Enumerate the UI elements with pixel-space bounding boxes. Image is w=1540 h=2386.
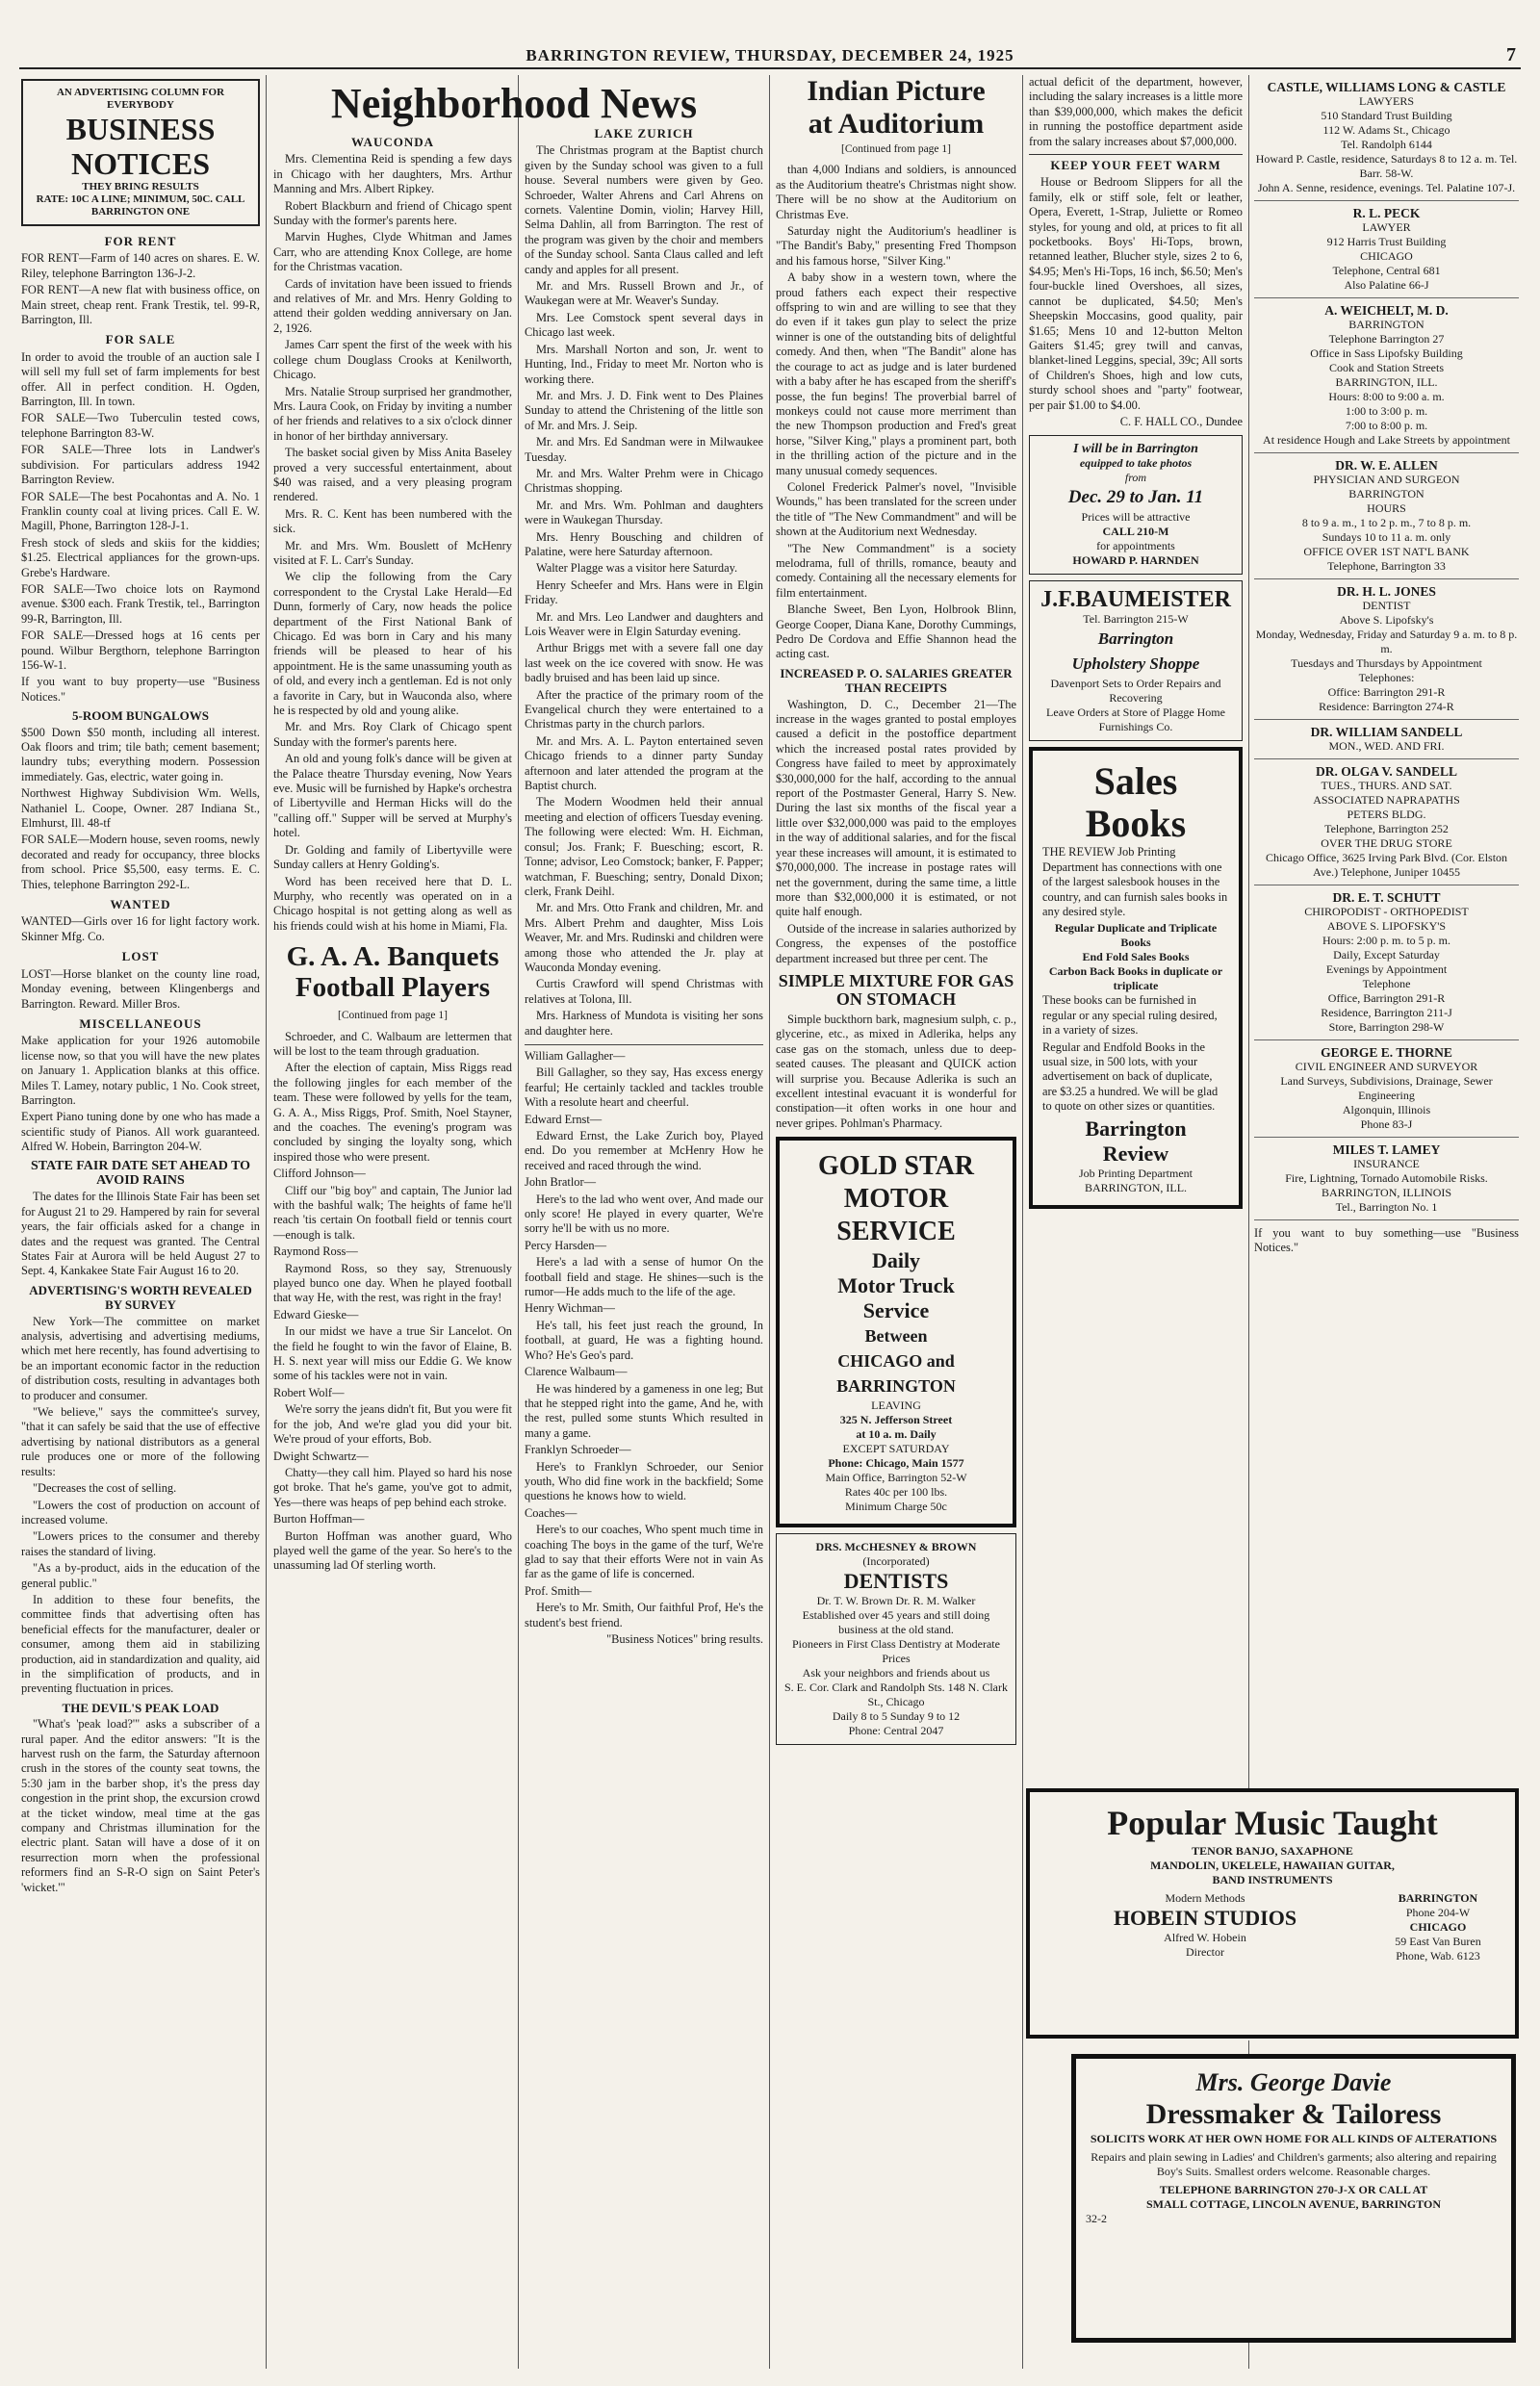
verse-name: Percy Harsden— xyxy=(525,1238,606,1252)
baumeister-ad xyxy=(1029,580,1243,741)
gold-star-ad xyxy=(776,1137,1016,1527)
classified-ad: FOR SALE—Three lots in Landwer's subdivision. For particulars address 1942 Barrington Review. xyxy=(21,443,260,487)
verse-name: Franklyn Schroeder— xyxy=(525,1443,631,1457)
verse: Bill Gallagher, so they say, Has excess energy fearful; He certainly tackled and tackles trouble With a resolute heart and cheerful. xyxy=(525,1065,763,1110)
masthead xyxy=(19,44,1521,69)
verse: Cliff our "big boy" and captain, The Junior lad with the bashful walk; The heights of fame he'll reach 'tis certain On football field or tennis court—enough is talk. xyxy=(273,1183,512,1242)
davie-ad-wrap xyxy=(1071,2054,1516,2343)
news-item: Dr. Golding and family of Libertyville were Sunday callers at Henry Golding's. xyxy=(273,842,512,872)
ad-title: Sales xyxy=(1093,759,1178,804)
section-head: WANTED xyxy=(110,897,171,912)
classified-ad: FOR RENT—Farm of 140 acres on shares. E. W. Riley, telephone Barrington 136-J-2. xyxy=(21,251,260,280)
article-paragraph: actual deficit of the department, however, including the salary increases is a little more than $39,000,000, which makes the deficit in running the postoffice department aside from the salary increases about $7,000,000. xyxy=(1029,75,1243,148)
ad-line: DRS. McCHESNEY & BROWN xyxy=(815,1540,977,1554)
article-paragraph: "As a by-product, aids in the education of the general public." xyxy=(21,1561,260,1590)
ad-line: Dr. T. W. Brown Dr. R. M. Walker xyxy=(816,1594,976,1608)
news-item: Marvin Hughes, Clyde Whitman and James Carr, who are attending Knox College, are home for the Christmas vacation. xyxy=(273,230,512,274)
ad-line: (Incorporated) xyxy=(862,1554,930,1569)
column-rule xyxy=(518,75,519,2369)
ad-line: Barrington xyxy=(1085,1116,1187,1141)
column-rule xyxy=(266,75,267,2369)
harnden-ad xyxy=(1029,435,1243,575)
dentists-ad xyxy=(776,1533,1016,1745)
music-ad-wrap xyxy=(1026,1788,1519,2040)
ad-line: Dec. 29 to Jan. 11 xyxy=(1067,487,1204,508)
verse-name: Edward Gieske— xyxy=(273,1307,359,1321)
article-paragraph: "Decreases the cost of selling. xyxy=(33,1481,177,1496)
continued-note: [Continued from page 1] xyxy=(840,143,951,155)
verse-name: Henry Wichman— xyxy=(525,1301,615,1316)
news-item: Mr. and Mrs. A. L. Payton entertained seven Chicago friends to a dinner party Sunday afternoon and later attended the program at the Baptist church. xyxy=(525,733,763,793)
card-name: DR. OLGA V. SANDELL xyxy=(1316,764,1457,779)
ad-line: CALL 210-M xyxy=(1102,525,1169,539)
article-paragraph: Washington, D. C., December 21—The increase in the wages granted to postal employes caused a deficit in the postoffice department which the increased postal rates provided by Congress have failed to meet by approximately $30,000,000 for the half, according to the annual report of the Postmaster General, Harry S. New. During the last six months of the fiscal year a little over $32,000,000 was paid to the employes in the way of additional salaries, and for the fiscal year these increases will amount, it is estimated to $70,000,000. The increase in postage rates will net the government, during the same time, a little more than $32,000,000 it is estimated, or not quite half enough. xyxy=(776,697,1016,919)
professional-card xyxy=(1254,201,1519,298)
verse-name: Coaches— xyxy=(525,1505,578,1520)
classified-ad: FOR SALE—Two Tuberculin tested cows, telephone Barrington 83-W. xyxy=(21,411,260,440)
ad-line: 59 East Van Buren xyxy=(1395,1935,1481,1948)
article-paragraph: After the election of captain, Miss Riggs read the following jingles for each member of the team. These were followed by yells for the team, G. A. A., Miss Riggs, Prof. Smith, Noel Stayner, and the coaches. The evening's program was concluded by singing the loyalty song, which inspired those who were present. xyxy=(273,1061,512,1164)
card-name: MILES T. LAMEY xyxy=(1332,1142,1441,1157)
card-body: BARRINGTON Telephone Barrington 27 Office in Sass Lipofsky Building Cook and Station Streets BARRINGTON, ILL. Hours: 8:00 to 9:00 a. m. 1:00 to 3:00 p. m. 7:00 to 8:00 p. m. At residence Hough and Lake Streets by appointment xyxy=(1263,318,1510,447)
article-paragraph: "The New Commandment" is a society melodrama, full of thrills, romance, beauty and comedy. Containing all the necessary elements for film entertainment. xyxy=(776,541,1016,600)
article-paragraph: "What's 'peak load?'" asks a subscriber of a rural paper. And the editor answers: "It is the harvest rush on the farm, the Saturday afternoon crush in the stores of the county seat towns, the 5:30 jam in the barber shop, it's the press day congestion in the print shop, the excursion crowd at the ticket window, meal time at the gas company and Christmas illumination for the electric plant. Satan will have a dose of it on resurrection morn when the professional reformers find an S-R-O sign on Saint Peter's 'wicket.'" xyxy=(21,1717,260,1894)
ad-line: Phone, Wab. 6123 xyxy=(1396,1949,1480,1963)
ad-paragraph: THE REVIEW Job Printing Department has connections with one of the largest salesbook houses in the country, and can furnish sales books in any desired style. xyxy=(1042,845,1228,918)
ad-line: Phone: Central 2047 xyxy=(848,1724,944,1738)
ad-line: Director xyxy=(1186,1945,1224,1959)
verse: Here's a lad with a sense of humor On the football field and stage. He shines—such is the rumor—He adds much to the life of the age. xyxy=(525,1255,763,1299)
column-rule xyxy=(1022,75,1023,2369)
card-name: CASTLE, WILLIAMS LONG & CASTLE xyxy=(1267,80,1506,94)
ad-paragraph: House or Bedroom Slippers for all the family, elk or stiff sole, felt or leather, Opera, Everett, 1-Strap, Juliette or Romeo styles, for young and old, at prices to fit all pocketbooks. Boys' Hi-Tops, brown, retanned leather, Blucher style, sizes 2 to 6, $4.95; Men's Hi-Tops, 16 inch, $6.50; Men's four-buckle lined Overshoes, all sizes, cannot be duplicated, $4.50; Men's Sheepskin Moccasins, good quality, pair $1.65; Mens 10 and 12-button Melton Gaiters $1.45; grey twill and canvas, blanket-lined Leggins, special, 39c; All sorts of Children's Shoes, high and low cuts, sturdy school shoes and "party" footwear, per pair $1.00 to $4.00. xyxy=(1029,175,1243,412)
ad-line: TENOR BANJO, SAXAPHONE xyxy=(1192,1844,1353,1858)
article-paragraph: Blanche Sweet, Ben Lyon, Holbrook Blinn, George Cooper, Diana Kane, Dorothy Cummings, Pedro De Cordova and Effie Shannon head the acting cast. xyxy=(776,603,1016,661)
news-item: An old and young folk's dance will be given at the Palace theatre Thursday evening, Now Years eve. Music will be furnished by Hapke's orchestra of Libertyville and Herman Hicks will do the "calling off." Supper will be served at Murphy's hotel. xyxy=(273,752,512,840)
card-body: PHYSICIAN AND SURGEON BARRINGTON HOURS 8 to 9 a. m., 1 to 2 p. m., 7 to 8 p. m. Sundays 10 to 11 a. m. only OFFICE OVER 1ST NAT'L BANK Telephone, Barrington 33 xyxy=(1301,473,1472,573)
verse-name: William Gallagher— xyxy=(525,1048,626,1063)
ad-line: Leave Orders at Store of Plagge Home Furnishings Co. xyxy=(1046,706,1225,734)
professional-card xyxy=(1254,298,1519,453)
section-head: FOR SALE xyxy=(105,332,176,347)
news-item: Mrs. Marshall Norton and son, Jr. went to Hunting, Ind., Friday to meet Mr. Norton who is working there. xyxy=(525,342,763,386)
verse: Chatty—they call him. Played so hard his nose got broke. That he's game, you've got to admit, Yes—there was heaps of pep behind each stroke. xyxy=(273,1465,512,1509)
ad-line: Tel. Barrington 215-W xyxy=(1083,612,1189,627)
verse: Here's to the lad who went over, And made our only score! He played in every quarter, We're sorry he'll be with us no more. xyxy=(525,1192,763,1236)
column-rule xyxy=(769,75,770,2369)
card-body: LAWYERS 510 Standard Trust Building 112 W. Adams St., Chicago Tel. Randolph 6144 Howard P. Castle, residence, Saturdays 8 to 12 a. m. Tel. Barr. 58-W. John A. Senne, residence, evenings. Tel. Palatine 107-J. xyxy=(1255,94,1518,194)
neighborhood-news-title: Neighborhood News xyxy=(330,80,698,127)
card-name: DR. W. E. ALLEN xyxy=(1335,458,1438,473)
ad-line: Minimum Charge 50c xyxy=(845,1500,947,1514)
section-head: WAUCONDA xyxy=(351,135,434,149)
professional-card xyxy=(1254,885,1519,1040)
article-paragraph: "Lowers prices to the consumer and thereby raises the standard of living. xyxy=(21,1529,260,1558)
ad-line: Review xyxy=(1102,1141,1169,1166)
section-head: LAKE ZURICH xyxy=(594,126,694,141)
news-item: Henry Scheefer and Mrs. Hans were in Elgin Friday. xyxy=(525,577,763,607)
verse: Here's to our coaches, Who spent much time in coaching The boys in the game of the turf, We're glad to say that their efforts Were not in vain As far as the game of life is concerned. xyxy=(525,1523,763,1581)
ad-line: Established over 45 years and still doing business at the old stand. xyxy=(802,1608,990,1637)
ad-line: equipped to take photos xyxy=(1079,456,1193,471)
article-paragraph: In addition to these four benefits, the committee finds that advertising often has beneficial effects for the manufacturer, dealer or consumer, among them aid in stabilizing production, aid in standardization and quality, aid in the simplification of products, and in preventing fluctuation in prices. xyxy=(21,1592,260,1696)
verse: He was hindered by a gameness in one leg; But that he stepped right into the game, And he, with the rest, pulled some stunts Which resulted in many a game. xyxy=(525,1381,763,1440)
news-item: Mr. and Mrs. Roy Clark of Chicago spent Sunday with the former's parents here. xyxy=(273,720,512,749)
banner-title: BUSINESS NOTICES xyxy=(65,112,216,181)
column-indian-picture xyxy=(776,75,1016,2369)
ad-title: DENTISTS xyxy=(843,1569,949,1594)
ad-line: Modern Methods xyxy=(1165,1891,1245,1905)
verse-name: Clifford Johnson— xyxy=(273,1167,366,1181)
classified-ad: Expert Piano tuning done by one who has made a scientific study of Pianos. All work guaranteed. Alfred W. Hobein, Barrington 204-W. xyxy=(21,1110,260,1154)
section-head: FOR RENT xyxy=(104,234,177,248)
verse: Here's to Mr. Smith, Our faithful Prof, He's the student's best friend. xyxy=(525,1601,763,1629)
masthead-title: BARRINGTON REVIEW, THURSDAY, DECEMBER 24, 1925 xyxy=(526,46,1014,64)
ad-line: Davenport Sets to Order Repairs and Recovering xyxy=(1050,677,1221,706)
classified-ad: FOR SALE—Modern house, seven rooms, newly decorated and ready for occupancy, three blocks from school. Price $5,500, easy terms. E. C. Thies, telephone Barrington 292-L. xyxy=(21,833,260,891)
news-item: The Christmas program at the Baptist church given by the Sunday school was given to a full house. Several numbers were given by Geo. Schroeder, Walter Ahrens and Carl Ahrens on cornets. Valentine Domin, violin; Harvey Hill, Selma Dahlin, all from Barrington. The rest of the program was given by the choir and members of the Sunday school. Santa Claus called and left candy and apples for all present. xyxy=(525,143,763,276)
sales-books-ad xyxy=(1029,747,1243,1208)
news-item: Mrs. Harkness of Mundota is visiting her sons and daughter here. xyxy=(525,1009,763,1038)
ad-paragraph: Regular and Endfold Books in the usual size, in 500 lots, with your advertisement on back of duplicate, are $3.25 a hundred. We will be glad to quote on other sizes or quantities. xyxy=(1042,1039,1219,1114)
ad-line: S. E. Cor. Clark and Randolph Sts. 148 N. Clark St., Chicago xyxy=(784,1680,1008,1709)
ad-line: Prices will be attractive xyxy=(1081,510,1191,525)
ad-title: Books xyxy=(1085,802,1187,846)
section-head: MISCELLANEOUS xyxy=(79,1015,202,1031)
classified-ad: Northwest Highway Subdivision Wm. Wells, Nathaniel L. Coope, Owner. 287 Indiana St., Elmhurst, Ill. 48-tf xyxy=(21,786,260,831)
card-name: DR. E. T. SCHUTT xyxy=(1332,890,1441,905)
article-headline: INCREASED P. O. SALARIES GREATER THAN RECEIPTS xyxy=(780,665,1013,696)
card-body: CIVIL ENGINEER AND SURVEYOR Land Surveys, Subdivisions, Drainage, Sewer Engineering Algonquin, Illinois Phone 83-J xyxy=(1280,1060,1493,1131)
ad-line: TELEPHONE BARRINGTON 270-J-X OR CALL AT xyxy=(1159,2183,1428,2196)
verse: Raymond Ross, so they say, Strenuously played bunco one day. When he played football that way He, with the rest, was right in the fray! xyxy=(273,1261,512,1305)
classified-ad: FOR SALE—Dressed hogs at 16 cents per pound. Wilbur Bergthorn, telephone Barrington 156-W-1. xyxy=(21,629,260,672)
ad-line: BARRINGTON xyxy=(836,1376,956,1397)
news-item: Curtis Crawford will spend Christmas with relatives at Tolona, Ill. xyxy=(525,977,763,1006)
ad-line: BARRINGTON xyxy=(1398,1891,1478,1905)
classified-ad: FOR RENT—A new flat with business office, on Main street, cheap rent. Frank Trestik, tel. 99-R, Barrington, Ill. xyxy=(21,283,260,327)
classified-ad: FOR SALE—Two choice lots on Raymond avenue. $300 each. Frank Trestik, tel., Barrington 99-R, Barrington, Ill. xyxy=(21,581,260,626)
column-classifieds xyxy=(21,75,260,2369)
article-paragraph: "Lowers the cost of production on account of increased volume. xyxy=(21,1498,260,1527)
ad-line: 325 N. Jefferson Street xyxy=(839,1413,953,1427)
classified-ad: Fresh stock of sleds and skiis for the kiddies; $1.25. Electrical appliances for the grown-ups. Grebe's Hardware. xyxy=(21,535,260,579)
card-name: DR. H. L. JONES xyxy=(1337,584,1436,599)
card-body: CHIROPODIST - ORTHOPEDIST ABOVE S. LIPOFSKY'S Hours: 2:00 p. m. to 5 p. m. Daily, Except Saturday Evenings by Appointment Telephone Office, Barrington 291-R Residence, Barrington 211-J Store, Barrington 298-W xyxy=(1304,905,1469,1034)
banner-line: THEY BRING RESULTS xyxy=(82,181,199,192)
ad-line: CHICAGO xyxy=(1409,1920,1467,1934)
classified-ad: If you want to buy property—use "Business Notices." xyxy=(21,675,260,704)
news-item: James Carr spent the first of the week with his college chum Douglass Crooks at Kenilworth, Chicago. xyxy=(273,338,512,382)
verse-name: Burton Hoffman— xyxy=(273,1512,365,1527)
news-item: Mr. and Mrs. Russell Brown and Jr., of Waukegan were at Mr. Weaver's Sunday. xyxy=(525,279,763,308)
ad-line: Between xyxy=(864,1326,928,1347)
news-item: Mr. and Mrs. Leo Landwer and daughters and Lois Weaver were in Elgin Saturday evening. xyxy=(525,609,763,638)
verse: In our midst we have a true Sir Lancelot. On the field he fought to win the favor of Elaine, B. H. S. next year will miss our Eddie G. We know some of his tackles were not in vain. xyxy=(273,1324,512,1383)
card-body: MON., WED. AND FRI. xyxy=(1328,739,1445,753)
news-item: Mrs. Natalie Stroup surprised her grandmother, Mrs. Laura Cook, on Friday by inviting a number of her friends and relatives to a six o'clock dinner in honor of her birthday anniversary. xyxy=(273,384,512,443)
article-paragraph: Schroeder, and C. Walbaum are lettermen that will be lost to the team through graduation. xyxy=(273,1029,512,1058)
divider xyxy=(525,1044,763,1045)
card-name: GEORGE E. THORNE xyxy=(1321,1045,1452,1060)
ad-line: at 10 a. m. Daily xyxy=(856,1427,937,1442)
section-head: LOST xyxy=(121,949,160,964)
verse: Here's to Franklyn Schroeder, our Senior youth, Who did fine work in the backfield; Some questions he knows how to wield. xyxy=(525,1459,763,1503)
ad-line: Pioneers in First Class Dentistry at Moderate Prices xyxy=(792,1637,1000,1666)
article-paragraph: Simple buckthorn bark, magnesium sulph, c. p., glycerine, etc., as mixed in Adlerika, helps any case gas on the stomach, unless due to deep-seated causes. The pleasant and QUICK action will surprise you. Because Adlerika is such an excellent intestinal evacuant it is wonderful for constipation—it often works in one hour and never gripes. Pohlman's Pharmacy. xyxy=(776,1012,1016,1130)
ad-title: Mrs. George Davie xyxy=(1195,2068,1392,2096)
continued-note: [Continued from page 1] xyxy=(337,1010,448,1022)
news-item: Mr. and Mrs. Walter Prehm were in Chicago Christmas shopping. xyxy=(525,466,763,496)
ad-line: SOLICITS WORK AT HER OWN HOME FOR ALL KINDS OF ALTERATIONS xyxy=(1090,2132,1498,2145)
news-item: After the practice of the primary room of the Evangelical church they were entertained to a Christmas party in the church parlors. xyxy=(525,687,763,731)
article-headline: SIMPLE MIXTURE FOR GAS ON STOMACH xyxy=(778,970,1014,1009)
ad-line: HOBEIN STUDIOS xyxy=(1113,1906,1297,1930)
ad-title: Dressmaker & Tailoress xyxy=(1145,2098,1442,2130)
article-headline: STATE FAIR DATE SET AHEAD TO AVOID RAINS xyxy=(30,1158,251,1188)
ad-line: Repairs and plain sewing in Ladies' and Children's garments; also altering and repairing Boy's Suits. Smallest orders welcome. Reasonable charges. xyxy=(1091,2150,1497,2178)
classified-ad: LOST—Horse blanket on the county line road, Monday evening, between Klingenbergs and Barrington. Reward. Miller Bros. xyxy=(21,966,260,1011)
footer-note: If you want to buy something—use "Business Notices." xyxy=(1254,1226,1519,1255)
ad-line: Regular Duplicate and Triplicate Books xyxy=(1054,921,1218,950)
card-name: DR. WILLIAM SANDELL xyxy=(1310,725,1463,739)
verse-name: Prof. Smith— xyxy=(525,1583,592,1598)
card-body: LAWYER 912 Harris Trust Building CHICAGO Telephone, Central 681 Also Palatine 66-J xyxy=(1326,220,1447,292)
news-item: Robert Blackburn and friend of Chicago spent Sunday with the former's parents here. xyxy=(273,198,512,228)
verse-name: John Bratlor— xyxy=(525,1175,596,1190)
article-paragraph: Outside of the increase in salaries authorized by Congress, the expenses of the postoffice department increased but three per cent. The xyxy=(776,921,1016,965)
news-item: Cards of invitation have been issued to friends and relatives of Mr. and Mrs. Henry Golding to attend their golden wedding anniversary on Jan. 2, 1926. xyxy=(273,276,512,335)
ad-line: LEAVING xyxy=(871,1398,921,1413)
news-item: The basket social given by Miss Anita Baseley proved a very successful entertainment, about $40 was raised, and a very pleasing program rendered. xyxy=(273,446,512,504)
page-number: 7 xyxy=(1506,44,1517,65)
ad-title: Popular Music Taught xyxy=(1107,1804,1438,1842)
article-headline: G. A. A. Banquets Football Players xyxy=(286,941,500,1004)
davie-ad xyxy=(1071,2054,1516,2343)
ad-line: Phone: Chicago, Main 1577 xyxy=(828,1456,964,1471)
ad-line: Alfred W. Hobein xyxy=(1164,1931,1246,1944)
professional-card xyxy=(1254,579,1519,720)
news-item: Mr. and Mrs. Ed Sandman were in Milwaukee Tuesday. xyxy=(525,435,763,464)
ad-line: Rates 40c per 100 lbs. xyxy=(844,1485,948,1500)
news-item: Walter Plagge was a visitor here Saturday. xyxy=(536,561,738,576)
news-item: Mr. and Mrs. Wm. Pohlman and daughters were in Waukegan Thursday. xyxy=(525,498,763,527)
ad-paragraph: These books can be furnished in regular or any special ruling desired, in a variety of sizes. xyxy=(1042,993,1218,1038)
classified-ad: WANTED—Girls over 16 for light factory work. Skinner Mfg. Co. xyxy=(21,914,260,943)
ad-line: Ask your neighbors and friends about us xyxy=(802,1666,990,1680)
ad-line: EXCEPT SATURDAY xyxy=(842,1442,950,1456)
ad-title: GOLD STAR MOTOR SERVICE xyxy=(817,1151,975,1247)
column-lake-zurich xyxy=(525,121,763,2369)
article-headline: Indian Picture xyxy=(807,75,986,107)
verse-name: Clarence Walbaum— xyxy=(525,1365,628,1379)
card-name: R. L. PECK xyxy=(1352,206,1421,220)
news-item: Mr. and Mrs. J. D. Fink went to Des Plaines Sunday to attend the Christening of the little son of Mr. and Mrs. J. Seip. xyxy=(525,388,763,432)
professional-card xyxy=(1254,453,1519,579)
ad-line: 32-2 xyxy=(1086,2212,1107,2225)
ad-line: SMALL COTTAGE, LINCOLN AVENUE, BARRINGTON xyxy=(1145,2197,1442,2211)
ad-line: Phone 204-W xyxy=(1405,1906,1471,1919)
verse: We're sorry the jeans didn't fit, But you were fit for the job, And we're glad you did your bit. We're proud of your efforts, Bob. xyxy=(273,1402,512,1447)
filler-line: "Business Notices" bring results. xyxy=(606,1632,763,1646)
professional-card xyxy=(1254,1040,1519,1138)
ad-headline: KEEP YOUR FEET WARM xyxy=(1029,154,1243,172)
ad-line: Daily xyxy=(871,1248,921,1273)
news-item: Mrs. Lee Comstock spent several days in Chicago last week. xyxy=(525,310,763,340)
article-paragraph: Saturday night the Auditorium's headliner is "The Bandit's Baby," presenting Fred Thompson and his famous horse, "Silver King." xyxy=(776,224,1016,268)
article-paragraph: A baby show in a western town, where the proud fathers each expect their respective offspring to win and are willing to see that they do even if it takes gun play to select the prize winner is one of the outstanding bits of delightful comedy. And then, when "The Bandit" alone has the courage to act as judge and is later burdened with a baby after he has escaped from the sheriff's posse, the fun begins! The proverbial barrel of monkeys could not cause more merriment than the new Thompson production and Fred's great horse, "Silver King," plays a prominent part, both in the thrilling action of the picture and in the many unusual comedy sequences. xyxy=(776,270,1016,477)
professional-card xyxy=(1254,1138,1519,1220)
classified-ad: $500 Down $50 month, including all interest. Oak floors and trim; tile bath; cement basement; laundry tubs; everything modern. Possession immediately. Gas, electric, water going in. xyxy=(21,725,260,783)
ad-line: End Fold Sales Books xyxy=(1082,950,1190,964)
news-item: Mr. and Mrs. Wm. Bouslett of McHenry visited at F. L. Carr's Sunday. xyxy=(273,538,512,567)
news-item: We clip the following from the Cary correspondent to the Crystal Lake Herald—Ed Dunn, formerly of Cary, now heads the police department of the First National Bank of Chicago. Ed was born in Cary and his many friends will be pleased to hear of his appointment. He is the same unassuming youth as of old, and every inch a gentleman. Ed is not only a favorite in Cary, but in Wauconda also, where he is respected by old and young alike. xyxy=(273,570,512,718)
ad-line: Daily 8 to 5 Sunday 9 to 12 xyxy=(832,1709,961,1724)
ad-line: HOWARD P. HARNDEN xyxy=(1072,553,1199,568)
news-item: Mr. and Mrs. Otto Frank and children, Mr. and Mrs. Albert Prehm and daughter, Miss Lois Weaver, Mr. and Mrs. Rudinski and children were among those who attended the Jr. play at Wauconda Monday evening. xyxy=(525,901,763,974)
article-paragraph: New York—The committee on market analysis, advertising and advertising mediums, which met here recently, has found advertising to be an important economic factor in the reduction of distribution costs, resulting in advantages both to producer and consumer. xyxy=(21,1314,260,1402)
article-headline: THE DEVIL'S PEAK LOAD xyxy=(62,1700,219,1715)
news-item: Arthur Briggs met with a severe fall one day last week on the ice covered with snow. He was badly bruised and has been laid up since. xyxy=(525,641,763,685)
ad-line: Job Printing Department xyxy=(1079,1166,1193,1180)
classified-subhead: 5-ROOM BUNGALOWS xyxy=(72,708,209,724)
classified-ad: Make application for your 1926 automobile license now, so that you will have the new plates on January 1. Application blanks at this office. Miles T. Lamey, notary public, 1 No. Cook street, Barrington. xyxy=(21,1034,260,1107)
ad-line: Service xyxy=(862,1298,930,1323)
banner-line: RATE: 10C A LINE; MINIMUM, 50C. CALL BARRINGTON ONE xyxy=(36,193,245,218)
news-item: Word has been received here that D. L. Murphy, who recently was operated on in a Chicago hospital is not getting along as well as his friends could wish at his home in Miami, Fla. xyxy=(273,874,512,933)
popular-music-ad xyxy=(1026,1788,1519,2039)
ad-line: MANDOLIN, UKELELE, HAWAIIAN GUITAR, xyxy=(1150,1859,1395,1872)
verse-name: Dwight Schwartz— xyxy=(273,1449,369,1463)
ad-line: CHICAGO and xyxy=(837,1351,955,1372)
ad-line: I will be in Barrington xyxy=(1073,442,1198,457)
news-item: Mrs. R. C. Kent has been numbered with the sick. xyxy=(273,506,512,536)
ad-line: Barrington xyxy=(1097,629,1174,649)
ad-line: Upholstery Shoppe xyxy=(1071,654,1200,674)
news-item: The Modern Woodmen held their annual meeting and election of officers Tuesday evening. The following were elected: Wm. H. Eichman, consul; Jos. Frank; F. Buesching; escort, R. Tonne; advisor, Leo Comstock; banker, F. Papper; watchman, F. Buesching; sentry, Donald Dixon; clerk, Frank Deihl. xyxy=(525,795,764,898)
professional-card xyxy=(1254,759,1519,885)
ad-line: BARRINGTON, ILL. xyxy=(1084,1180,1188,1194)
article-paragraph: than 4,000 Indians and soldiers, is announced as the Auditorium theatre's Christmas night show. There will be no show at the Auditorium on Christmas Eve. xyxy=(776,163,1016,221)
card-name: A. WEICHELT, M. D. xyxy=(1324,303,1449,318)
verse: Burton Hoffman was another guard, Who played well the game of the year. So here's to the unassuming lad Of sterling worth. xyxy=(273,1528,512,1573)
card-body: INSURANCE Fire, Lightning, Tornado Automobile Risks. BARRINGTON, ILLINOIS Tel., Barrington No. 1 xyxy=(1285,1157,1488,1214)
article-paragraph: "We believe," says the committee's survey, "that it can safely be said that the use of effective advertising by national distributors as a general rule produces one or more of the following results: xyxy=(21,1405,260,1478)
column-professional-cards xyxy=(1254,75,1519,1732)
ad-line: Motor Truck xyxy=(837,1273,955,1298)
news-item: Mrs. Clementina Reid is spending a few days in Chicago with her daughters, Mrs. Arthur Manning and Mrs. Albert Ripkey. xyxy=(273,152,512,196)
article-paragraph: Colonel Frederick Palmer's novel, "Invisible Wounds," has been translated for the screen under the title of "The New Commandment" and will be shown at the Auditorium next Wednesday. xyxy=(776,479,1016,539)
ad-line: from xyxy=(1124,471,1147,485)
verse-name: Robert Wolf— xyxy=(273,1385,345,1399)
verse: Edward Ernst, the Lake Zurich boy, Played end. Do you remember at McHenry How he received and raced through the wind. xyxy=(525,1129,763,1172)
verse-name: Edward Ernst— xyxy=(525,1112,603,1126)
business-notices-banner xyxy=(21,79,260,226)
article-paragraph: The dates for the Illinois State Fair has been set for August 21 to 29. Hampered by rain for several years, the fair officials asked for a change in dates and the request was granted. The Central States Fair at Aurora will be held August 27 to Sept. 4, Kankakee State Fair August 16 to 20. xyxy=(21,1190,260,1278)
article-headline: ADVERTISING'S WORTH REVEALED BY SURVEY xyxy=(29,1282,252,1313)
verse: He's tall, his feet just reach the ground, In football, at guard, He was a fighting hound. Who? He's Geo's pard. xyxy=(525,1318,763,1362)
ad-line: Main Office, Barrington 52-W xyxy=(825,1471,967,1485)
classified-ad: FOR SALE—The best Pocahontas and A. No. 1 Franklin county coal at living prices. Call E. W. Magill, Phone, Barrington 128-J-1. xyxy=(21,489,260,533)
card-body: TUES., THURS. AND SAT. ASSOCIATED NAPRAPATHS PETERS BLDG. Telephone, Barrington 252 OVER THE DRUG STORE Chicago Office, 3625 Irving Park Blvd. (Cor. Elston Ave.) Telephone, Juniper 10455 xyxy=(1265,779,1508,879)
article-headline: at Auditorium xyxy=(808,108,985,140)
ad-line: BAND INSTRUMENTS xyxy=(1212,1873,1333,1886)
ad-line: for appointments xyxy=(1096,539,1175,553)
ad-title: J.F.BAUMEISTER xyxy=(1040,587,1231,613)
classified-ad: In order to avoid the trouble of an auction sale I will sell my full set of farm implements for best offer. All in perfect condition. H. Ogden, Barrington, Ill. In town. xyxy=(21,349,260,409)
ad-line: Carbon Back Books in duplicate or triplicate xyxy=(1048,964,1223,993)
professional-card xyxy=(1254,720,1519,759)
news-item: Mrs. Henry Bousching and children of Palatine, were here Saturday afternoon. xyxy=(525,529,763,558)
banner-line: AN ADVERTISING COLUMN FOR EVERYBODY xyxy=(56,87,225,111)
professional-card xyxy=(1254,75,1519,201)
ad-signature: C. F. HALL CO., Dundee xyxy=(1119,414,1243,428)
card-body: DENTIST Above S. Lipofsky's Monday, Wednesday, Friday and Saturday 9 a. m. to 8 p. m. Tuesdays and Thursdays by Appointment Telephones: Office: Barrington 291-R Residence: Barrington 274-R xyxy=(1255,599,1518,713)
verse-name: Raymond Ross— xyxy=(273,1244,358,1259)
